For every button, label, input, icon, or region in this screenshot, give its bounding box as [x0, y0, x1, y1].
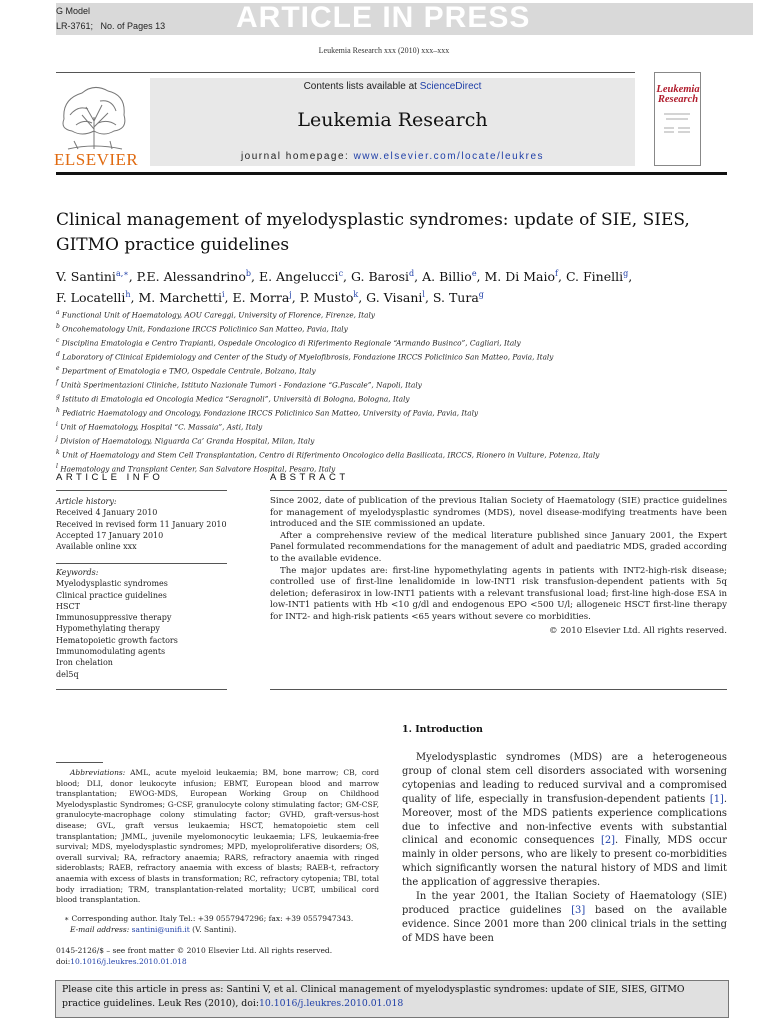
introduction-heading: 1. Introduction	[402, 724, 483, 735]
affiliation-text: Disciplina Ematologia e Centro Trapianti, Ospedale Oncologico di Riferimento Regionale “Armando Businco”, Cagliari, Italy	[61, 338, 521, 348]
email-suffix: (V. Santini).	[189, 925, 237, 934]
citation-text	[62, 983, 722, 1011]
affiliation-label: f	[56, 379, 59, 387]
affiliation-text: Unit of Haematology, Hospital “C. Massaia”, Asti, Italy	[60, 422, 263, 432]
author-list	[56, 265, 736, 307]
intro-text: In the year 2001, the Italian Society of Haematology (SIE) produced practice guidelines	[402, 891, 727, 916]
author-name: V. Santini	[56, 269, 116, 285]
affiliation-text: Istituto di Ematologia ed Oncologia Medica “Seragnoli”, Università di Bologna, Bologna, Italy	[62, 394, 410, 404]
affiliation-item	[56, 363, 746, 377]
affiliation-label: d	[56, 351, 60, 359]
citation-doi-link[interactable]: 10.1016/j.leukres.2010.01.018	[258, 998, 404, 1009]
intro-paragraph-1	[402, 751, 727, 890]
author-separator: ,	[557, 269, 566, 285]
masthead-rule	[56, 172, 727, 175]
keywords-list	[56, 578, 231, 680]
author-affiliation-marker[interactable]: b	[245, 269, 251, 278]
cover-text-lines	[662, 110, 692, 146]
doi-line	[56, 956, 396, 967]
affiliation-label: l	[56, 463, 58, 471]
affiliation-label: k	[56, 449, 60, 457]
elsevier-wordmark: ELSEVIER	[54, 150, 139, 169]
email-label: E-mail address:	[70, 925, 132, 934]
abstract-paragraph: The major updates are: first-line hypomethylating agents in patients with INT2-high-risk disease; controlled use of first-line lenalidomide in low-INT1 risk transfusion-dependent patients with 5q deletion; deferasirox in low-INT1 patients with a relevant transfusional load; first-line high-dose ESA in low-INT1 patients with Hb <10 g/dl and endogenous EPO <500 U/l; allogeneic HSCT first-line therapy for INT2- and high-risk patients <65 years without severe co morbidities.	[270, 565, 727, 622]
author-separator: ,	[628, 269, 633, 285]
abstract-paragraph: Since 2002, date of publication of the previous Italian Society of Haematology (SIE) practice guidelines for management of myelodysplastic syndromes (MDS), novel disease-modifying treatments have been introduced and the SIE commissioned an update.	[270, 496, 727, 530]
affiliation-label: h	[56, 407, 60, 415]
author-affiliation-marker[interactable]: g	[623, 269, 629, 278]
affiliation-text: Division of Haematology, Niguarda Ca’ Granda Hospital, Milan, Italy	[60, 436, 315, 446]
author-name: P.E. Alessandrino	[136, 269, 246, 285]
manuscript-id-line	[56, 21, 165, 31]
keyword-item: Clinical practice guidelines	[56, 590, 167, 600]
author-affiliation-marker[interactable]: f	[555, 269, 558, 278]
keyword-item: HSCT	[56, 601, 80, 611]
homepage-link[interactable]: www.elsevier.com/locate/leukres	[353, 151, 545, 162]
history-item: Accepted 17 January 2010	[56, 530, 164, 540]
gmodel-label: G Model	[56, 6, 91, 16]
abstract-rule	[270, 490, 727, 491]
reference-link-2[interactable]: [2]	[600, 835, 615, 847]
author-separator: ,	[291, 290, 300, 306]
author-separator: ,	[251, 269, 259, 285]
homepage-prefix: journal homepage:	[240, 151, 354, 162]
sciencedirect-link[interactable]: ScienceDirect	[419, 81, 482, 92]
affiliation-text: Unità Sperimentazioni Cliniche, Istituto Nazionale Tumori - Fondazione “G.Pascale”, Napoli, Italy	[60, 380, 422, 390]
author-name: C. Finelli	[565, 269, 624, 285]
author-separator: ,	[343, 269, 351, 285]
intro-text: . Finally, MDS occur mainly in older persons, who are likely to present co-morbidities which significantly worsen the natural history of MDS and limit the application of aggressive therapies.	[402, 835, 727, 889]
copyright-line: © 2010 Elsevier Ltd. All rights reserved.	[549, 625, 727, 636]
article-title: Clinical management of myelodysplastic syndromes: update of SIE, SIES, GITMO practice guidelines	[56, 210, 690, 255]
journal-title: Leukemia Research	[297, 109, 488, 131]
keyword-item: Immunosuppressive therapy	[56, 613, 172, 623]
reference-link-3[interactable]: [3]	[571, 904, 586, 916]
author-separator: ,	[414, 269, 423, 285]
author-name: G. Barosi	[351, 269, 410, 285]
author-affiliation-marker[interactable]: c	[338, 269, 344, 278]
author-name: S. Tura	[432, 290, 479, 306]
corresponding-author-text: ∗ Corresponding author. Italy Tel.: +39 0557947296; fax: +39 0557947343.	[64, 914, 354, 923]
journal-reference: Leukemia Research xxx (2010) xxx–xxx	[318, 46, 450, 55]
journal-homepage-line	[150, 151, 635, 162]
author-separator: ,	[128, 269, 137, 285]
affiliation-label: j	[56, 435, 58, 443]
affiliation-item	[56, 405, 746, 419]
history-list	[56, 507, 231, 552]
author-affiliation-marker[interactable]: e	[471, 269, 477, 278]
history-label: Article history:	[56, 497, 117, 506]
keyword-item: del5q	[56, 669, 79, 679]
doi-label: doi:	[56, 957, 71, 966]
affiliation-item	[56, 433, 746, 447]
author-name: M. Marchetti	[138, 290, 222, 306]
author-affiliation-marker[interactable]: d	[409, 269, 415, 278]
author-name: E. Morra	[232, 290, 290, 306]
keyword-item: Hematopoietic growth factors	[56, 635, 178, 645]
email-line	[56, 924, 379, 935]
article-info-heading: ARTICLE INFO	[56, 472, 164, 483]
intro-paragraph-2	[402, 890, 727, 946]
author-separator: ,	[224, 290, 233, 306]
article-history	[56, 496, 231, 552]
abbreviations-label: Abbreviations:	[70, 768, 126, 777]
abstract-body	[270, 496, 727, 637]
citation-prefix: Please cite this article in press as: Santini V, et al. Clinical management of myelodysplastic syndromes: update of SIE, SIES, GITMO practice guidelines. Leuk Res (2010), doi:	[62, 984, 685, 1009]
abbreviations-text: AML, acute myeloid leukaemia; BM, bone marrow; CB, cord blood; DLI, donor leukocyte infusion; EBMT, European blood and marrow transplantation; EWOG-MDS, European Working Group on Childhood Myelodysplastic Syndromes; G-CSF, granulocyte colony stimulating factor; GM-CSF, granulocyte-macrophage colony stimulating factor; GVHD, graft-versus-host disease; GVL, graft versus leukaemia; HSCT, hematopoietic stem cell transplantation; JMML, juvenile myelomonocytic leukaemia; LFS, leukaemia-free survival; MDS, myelodysplastic syndromes; MPD, myeloproliferative disorders; OS, overall survival; RA, refractory anaemia; RARS, refractory anaemia with ringed sideroblasts; RAEB, refractory anaemia with excess of blasts; RAEB-t, refractory anaemia with excess of blasts in transformation; RC, refractory cytopenia; TBI, total body irradiation; TRM, transplantation-related mortality; UCBT, umbilical cord blood transplantation.	[56, 768, 379, 905]
article-info-rule	[56, 490, 227, 491]
manuscript-id: LR-3761;	[56, 21, 94, 31]
abstract-heading: ABSTRACT	[270, 472, 349, 483]
introduction-body	[402, 751, 727, 946]
affiliation-item	[56, 335, 746, 349]
intro-text: . Moreover, most of the MDS patients experience complications due to infective and non-infective events with substantial clinical and economic consequences	[402, 793, 727, 847]
abbreviations-footnote	[56, 768, 379, 906]
keyword-item: Immunomodulating agents	[56, 647, 166, 657]
affiliation-list	[56, 307, 746, 475]
abstract-paragraph: After a comprehensive review of the medical literature published since January 2001, the Expert Panel formulated recommendations for the management of adult and paediatric MDS, graded according to the available evidence.	[270, 530, 727, 564]
intro-text: Myelodysplastic syndromes (MDS) are a heterogeneous group of clonal stem cell disorders associated with worsening cytopenias and leading to reduced survival and a compromised quality of life, especially in transfusion-dependent patients	[402, 752, 727, 805]
history-item: Received 4 January 2010	[56, 508, 158, 518]
intro-text: based on the available evidence. Since 2001 more than 200 clinical trials in the setting of MDS have been	[402, 904, 727, 944]
keywords-label: Keywords:	[56, 568, 99, 577]
author-separator: ,	[424, 290, 433, 306]
affiliation-label: i	[56, 421, 58, 429]
footnote-rule	[56, 762, 103, 763]
affiliation-text: Oncohematology Unit, Fondazione IRCCS Policlinico San Matteo, Pavia, Italy	[62, 324, 348, 334]
author-affiliation-marker[interactable]: h	[125, 290, 131, 300]
affiliation-item	[56, 377, 746, 391]
affiliation-item	[56, 419, 746, 433]
keyword-item: Myelodysplastic syndromes	[56, 579, 168, 589]
affiliation-label: c	[56, 337, 60, 345]
author-name: A. Billio	[422, 269, 472, 285]
affiliation-item	[56, 447, 746, 461]
contents-line	[150, 81, 635, 92]
author-affiliation-marker[interactable]: l	[422, 290, 425, 300]
page-count: No. of Pages 13	[100, 21, 166, 31]
affiliation-text: Functional Unit of Haematology, AOU Careggi, University of Florence, Firenze, Italy	[61, 310, 375, 320]
history-item: Received in revised form 11 January 2010	[56, 519, 227, 529]
history-item: Available online xxx	[56, 542, 137, 552]
author-name: P. Musto	[299, 290, 354, 306]
affiliation-text: Unit of Haematology and Stem Cell Transplantation, Centro di Riferimento Oncologico della Basilicata, IRCCS, Rionero in Vulture, Potenza, Italy	[61, 450, 600, 460]
header-rule	[56, 72, 635, 73]
keyword-item: Hypomethylating therapy	[56, 624, 160, 634]
author-affiliation-marker[interactable]: i	[221, 290, 225, 300]
affiliation-item	[56, 349, 746, 363]
keywords-block	[56, 567, 231, 680]
affiliation-text: Laboratory of Clinical Epidemiology and Center of the Study of Myelofibrosis, Fondazione IRCCS Policlinico San Matteo, Pavia, Italy	[62, 352, 554, 362]
keyword-item: Iron chelation	[56, 658, 113, 668]
issn-block	[56, 945, 396, 967]
contents-prefix: Contents lists available at	[303, 81, 420, 92]
cover-title: Leukemia Research	[656, 84, 700, 105]
banner-text: ARTICLE IN PRESS	[236, 1, 531, 34]
keywords-bottom-rule	[56, 689, 227, 690]
author-affiliation-marker[interactable]: g	[478, 290, 484, 300]
affiliation-text: Pediatric Haematology and Oncology, Fondazione IRCCS Policlinico San Matteo, University of Pavia, Pavia, Italy	[62, 408, 479, 418]
affiliation-item	[56, 321, 746, 335]
reference-link-1[interactable]: [1]	[709, 793, 724, 805]
affiliation-item	[56, 307, 746, 321]
affiliation-label: g	[56, 393, 60, 401]
author-separator: ,	[476, 269, 485, 285]
issn-line: 0145-2126/$ – see front matter © 2010 Elsevier Ltd. All rights reserved.	[56, 946, 333, 955]
author-affiliation-marker[interactable]: k	[353, 290, 359, 300]
affiliation-label: a	[56, 309, 60, 316]
author-affiliation-marker[interactable]: j	[289, 290, 292, 300]
affiliation-text: Department of Ematologia e TMO, Ospedale Centrale, Bolzano, Italy	[61, 366, 316, 376]
author-separator: ,	[358, 290, 367, 306]
author-name: F. Locatelli	[56, 290, 126, 306]
affiliation-label: b	[56, 323, 60, 331]
history-rule	[56, 563, 227, 564]
author-name: M. Di Maio	[484, 269, 556, 285]
abstract-bottom-rule	[270, 689, 727, 690]
author-affiliation-marker[interactable]: a,∗	[115, 269, 129, 278]
affiliation-item	[56, 391, 746, 405]
author-name: G. Visani	[366, 290, 423, 306]
affiliation-text: Haematology and Transplant Center, San Salvatore Hospital, Pesaro, Italy	[60, 464, 336, 474]
affiliation-label: e	[56, 365, 60, 373]
corresponding-author-footnote	[56, 913, 379, 935]
email-link[interactable]: santini@unifi.it	[131, 925, 190, 934]
author-separator: ,	[130, 290, 139, 306]
author-name: E. Angelucci	[258, 269, 339, 285]
doi-link[interactable]: 10.1016/j.leukres.2010.01.018	[70, 957, 187, 966]
